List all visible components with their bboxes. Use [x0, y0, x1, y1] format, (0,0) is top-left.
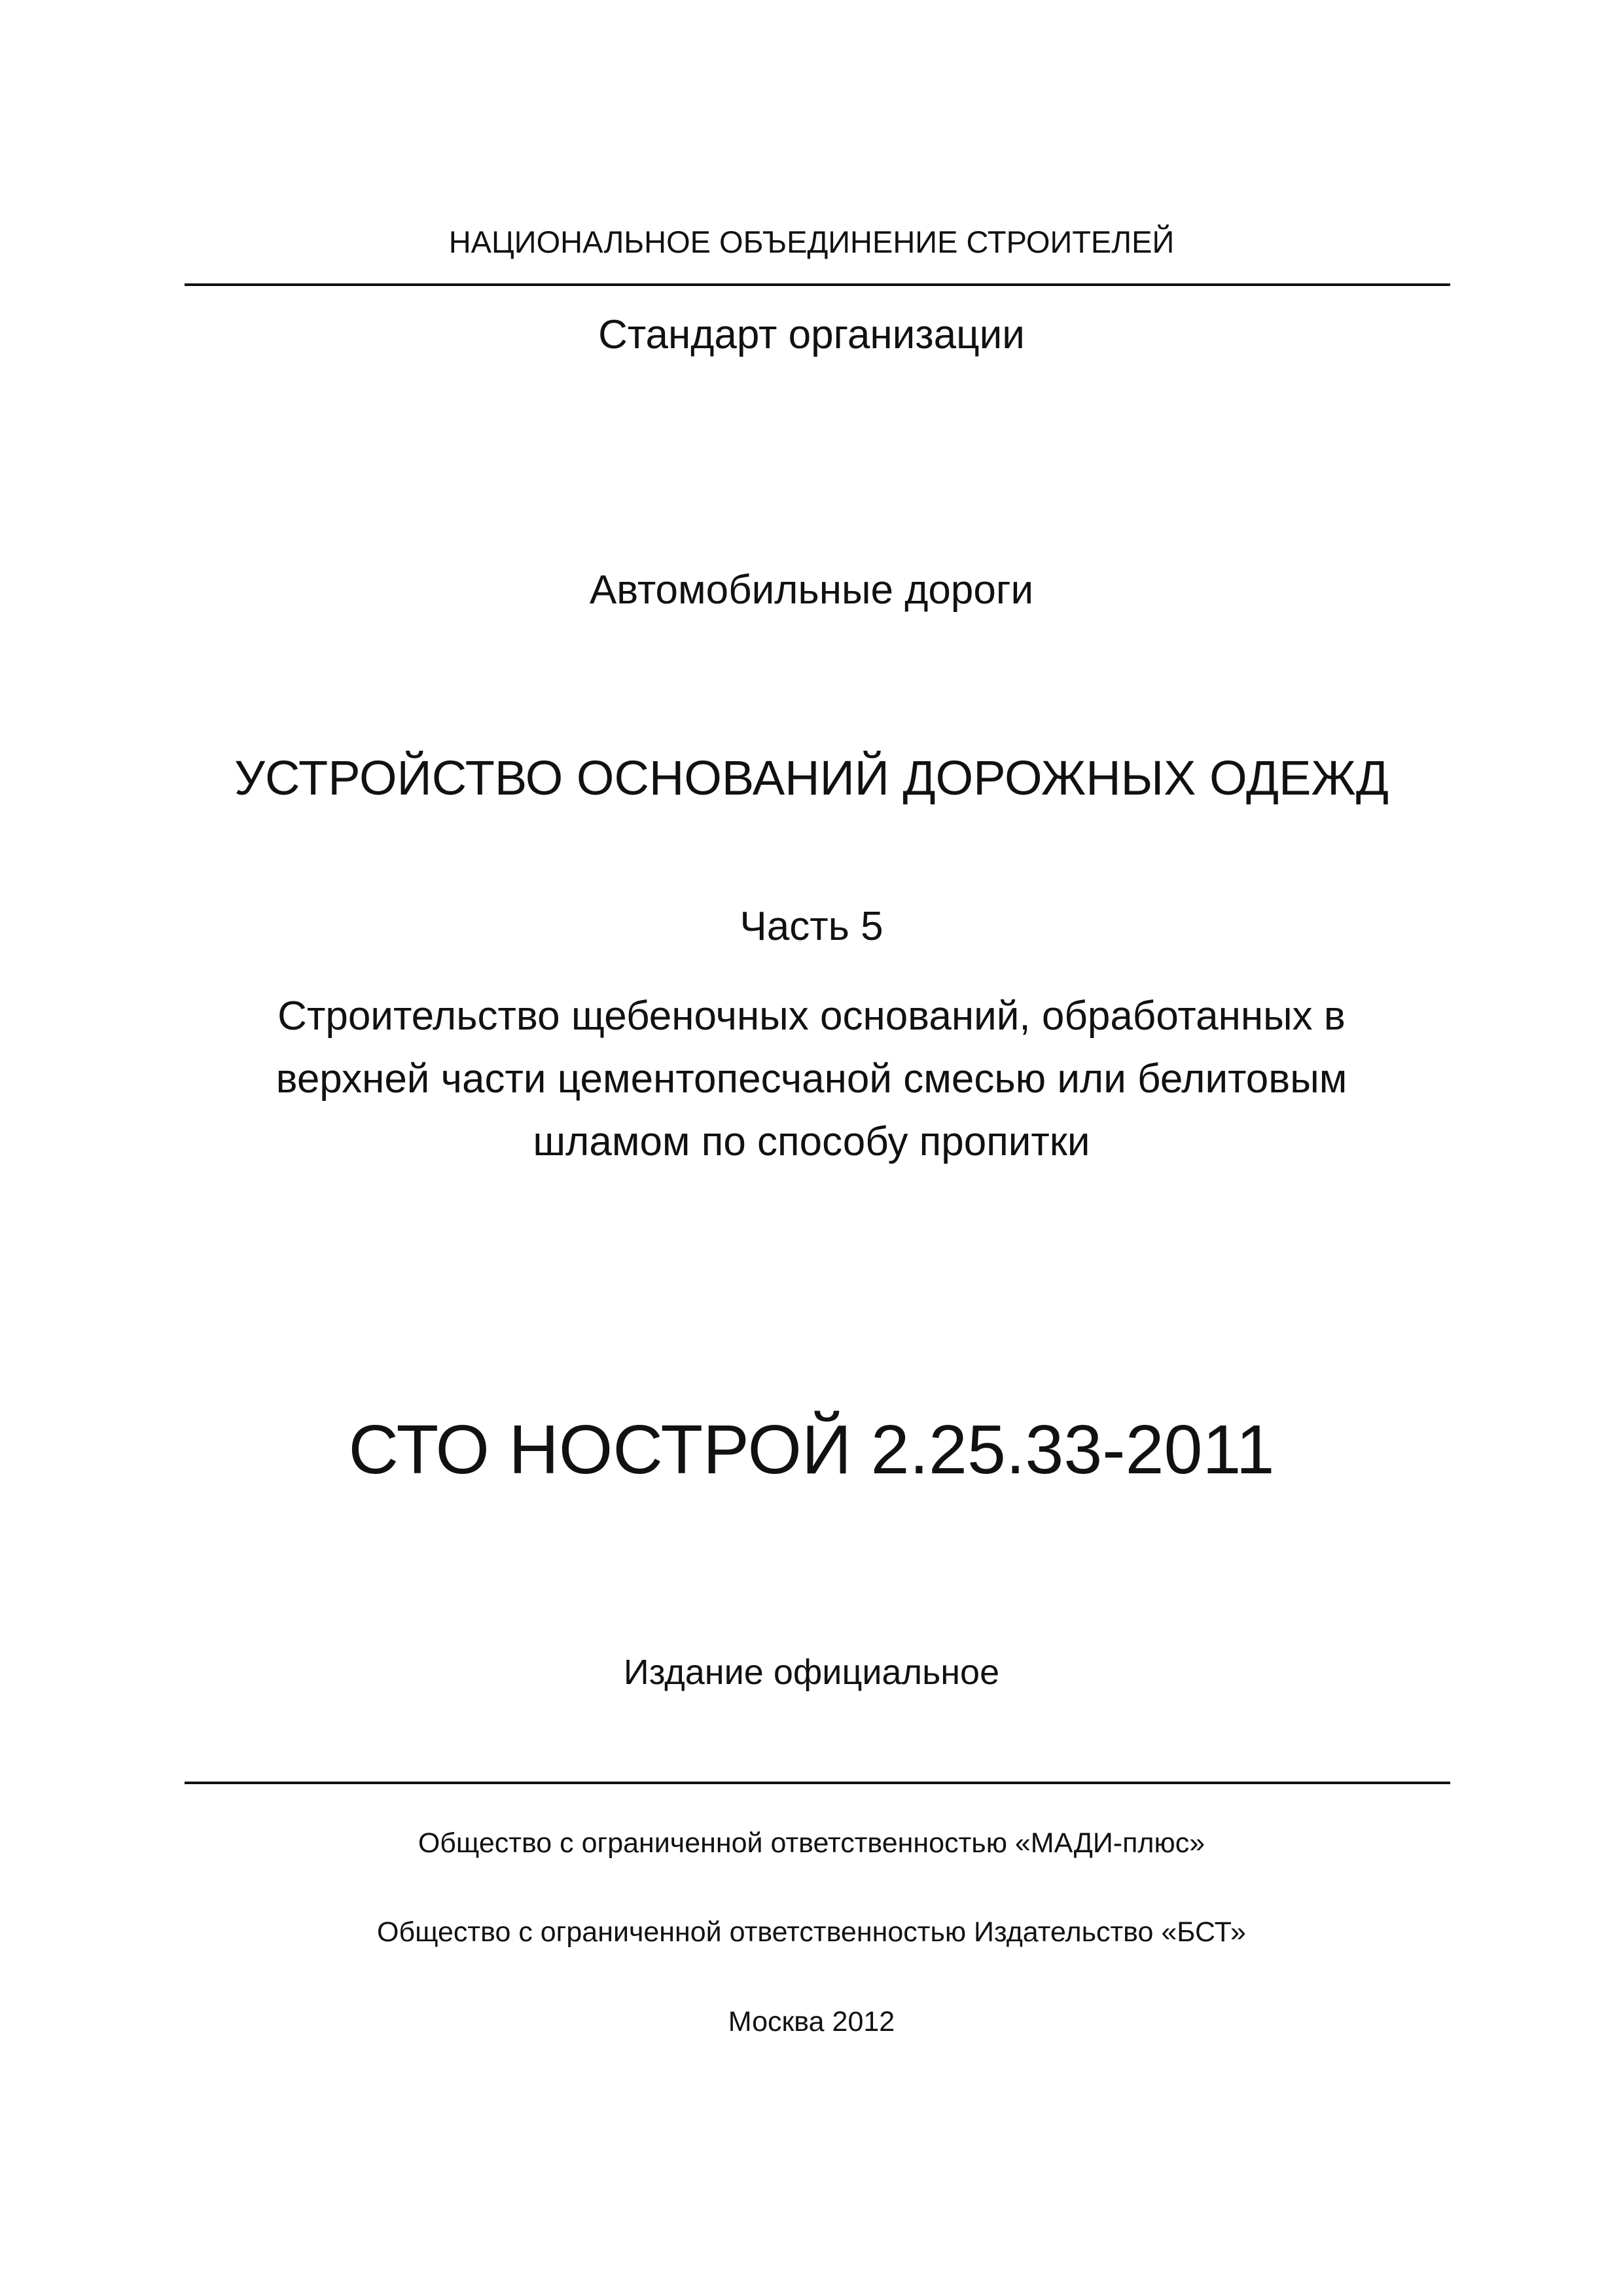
subtitle-line: верхней части цементопесчаной смесью или белитовым	[276, 1056, 1347, 1102]
bottom-divider	[185, 1782, 1450, 1784]
organization-header: НАЦИОНАЛЬНОЕ ОБЪЕДИНЕНИЕ СТРОИТЕЛЕЙ	[448, 224, 1175, 259]
standard-designation: СТО НОСТРОЙ 2.25.33-2011	[348, 1411, 1275, 1488]
part-number: Часть 5	[740, 904, 883, 949]
subtitle	[0, 985, 1623, 1174]
edition-note: Издание официальное	[623, 1653, 1000, 1692]
standard-type: Стандарт организации	[598, 312, 1025, 357]
publisher-line: Общество с ограниченной ответственностью «МАДИ-плюс»	[418, 1827, 1205, 1859]
top-divider	[185, 283, 1450, 286]
subtitle-line: шламом по способу пропитки	[533, 1119, 1090, 1164]
place-and-year: Москва 2012	[728, 2006, 895, 2037]
publisher-line: Общество с ограниченной ответственностью Издательство «БСТ»	[377, 1916, 1246, 1948]
series-title: Автомобильные дороги	[589, 567, 1034, 613]
main-title: УСТРОЙСТВО ОСНОВАНИЙ ДОРОЖНЫХ ОДЕЖД	[234, 751, 1389, 805]
subtitle-line: Строительство щебеночных оснований, обработанных в	[277, 994, 1346, 1039]
